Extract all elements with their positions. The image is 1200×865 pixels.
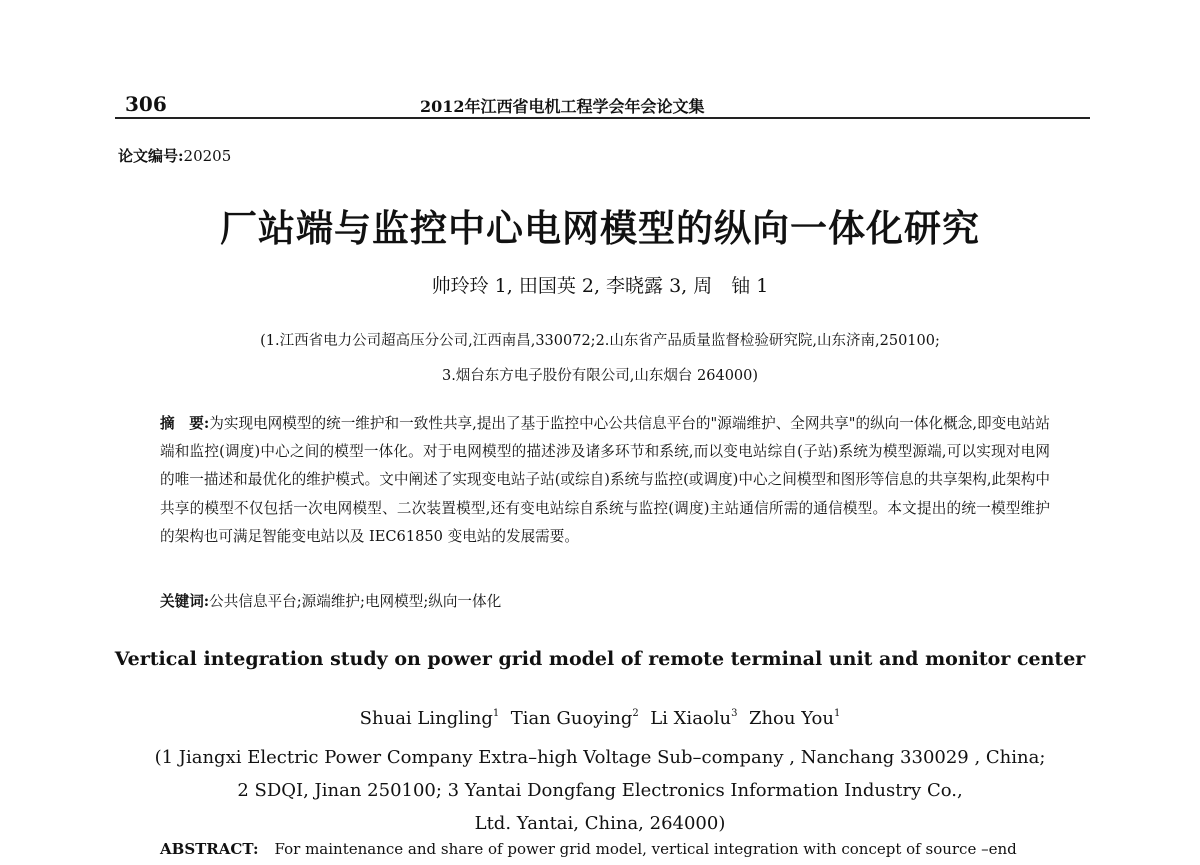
paper-title-en: Vertical integration study on power grid model of remote terminal unit and monitor center [114,648,1086,670]
author-en-affil: 1 [492,708,500,719]
abstract-cn-text: 为实现电网模型的统一维护和一致性共享,提出了基于监控中心公共信息平台的"源端维护、全网共享"的纵向一体化概念,即变电站站端和监控(调度)中心之间的模型一体化。对于电网模型的描述涉及诸多环节和系统,而以变电站综自(子站)系统为模型源端,可以实现对电网的唯一描述和最优化的维护模式。文中阐述了实现变电站子站(或综自)系统与监控(或调度)中心之间模型和图形等信息的共享架构,此架构中共享的模型不仅包括一次电网模型、二次装置模型,还有变电站综自系统与监控(调度)主站通信所需的通信模型。本文提出的统一模型维护的架构也可满足智能变电站以及 IEC61850 变电站的发展需要。 [160,415,1050,545]
abstract-en-label: ABSTRACT: [160,840,259,858]
abstract-en [160,840,1050,858]
author-en: Tian Guoying [510,708,633,729]
page-number: 306 [125,92,167,116]
author-en: Li Xiaolu [650,708,732,729]
abstract-cn-label: 摘 要: [160,415,210,432]
header-divider [115,117,1090,119]
affiliation-en-line-2: 2 SDQI, Jinan 250100; 3 Yantai Dongfang Electronics Information Industry Co., [237,780,963,801]
authors-en [0,708,1200,729]
affiliation-en-line-1: (1 Jiangxi Electric Power Company Extra–high Voltage Sub–company , Nanchang 330029 , China; [154,747,1046,768]
author-en: Zhou You [748,708,834,729]
paper-title-cn: 厂站端与监控中心电网模型的纵向一体化研究 [220,207,980,250]
author-en-affil: 3 [731,708,738,719]
abstract-en-text: For maintenance and share of power grid model, vertical integration with concept of source –end [274,840,1017,858]
author-en: Shuai Lingling [359,708,493,729]
keywords-cn [160,590,1050,611]
journal-title: 2012年江西省电机工程学会年会论文集 [420,97,705,116]
affiliation-cn-line-1: (1.江西省电力公司超高压分公司,江西南昌,330072;2.山东省产品质量监督检验研究院,山东济南,250100; [260,333,940,349]
keywords-cn-label: 关键词: [160,593,210,610]
affiliation-en-line-3: Ltd. Yantai, China, 264000) [474,813,726,834]
keywords-cn-text: 公共信息平台;源端维护;电网模型;纵向一体化 [209,593,502,610]
authors-cn: 帅玲玲 1, 田国英 2, 李晓露 3, 周 铀 1 [431,275,769,297]
author-en-affil: 2 [632,708,639,719]
author-en-affil: 1 [833,708,841,719]
affiliation-cn-line-2: 3.烟台东方电子股份有限公司,山东烟台 264000) [441,368,759,384]
paper-id [118,145,231,166]
affiliation-en [0,741,1200,840]
paper-id-label: 论文编号: [118,147,184,165]
paper-id-value: 20205 [183,147,232,165]
abstract-cn [160,410,1050,551]
